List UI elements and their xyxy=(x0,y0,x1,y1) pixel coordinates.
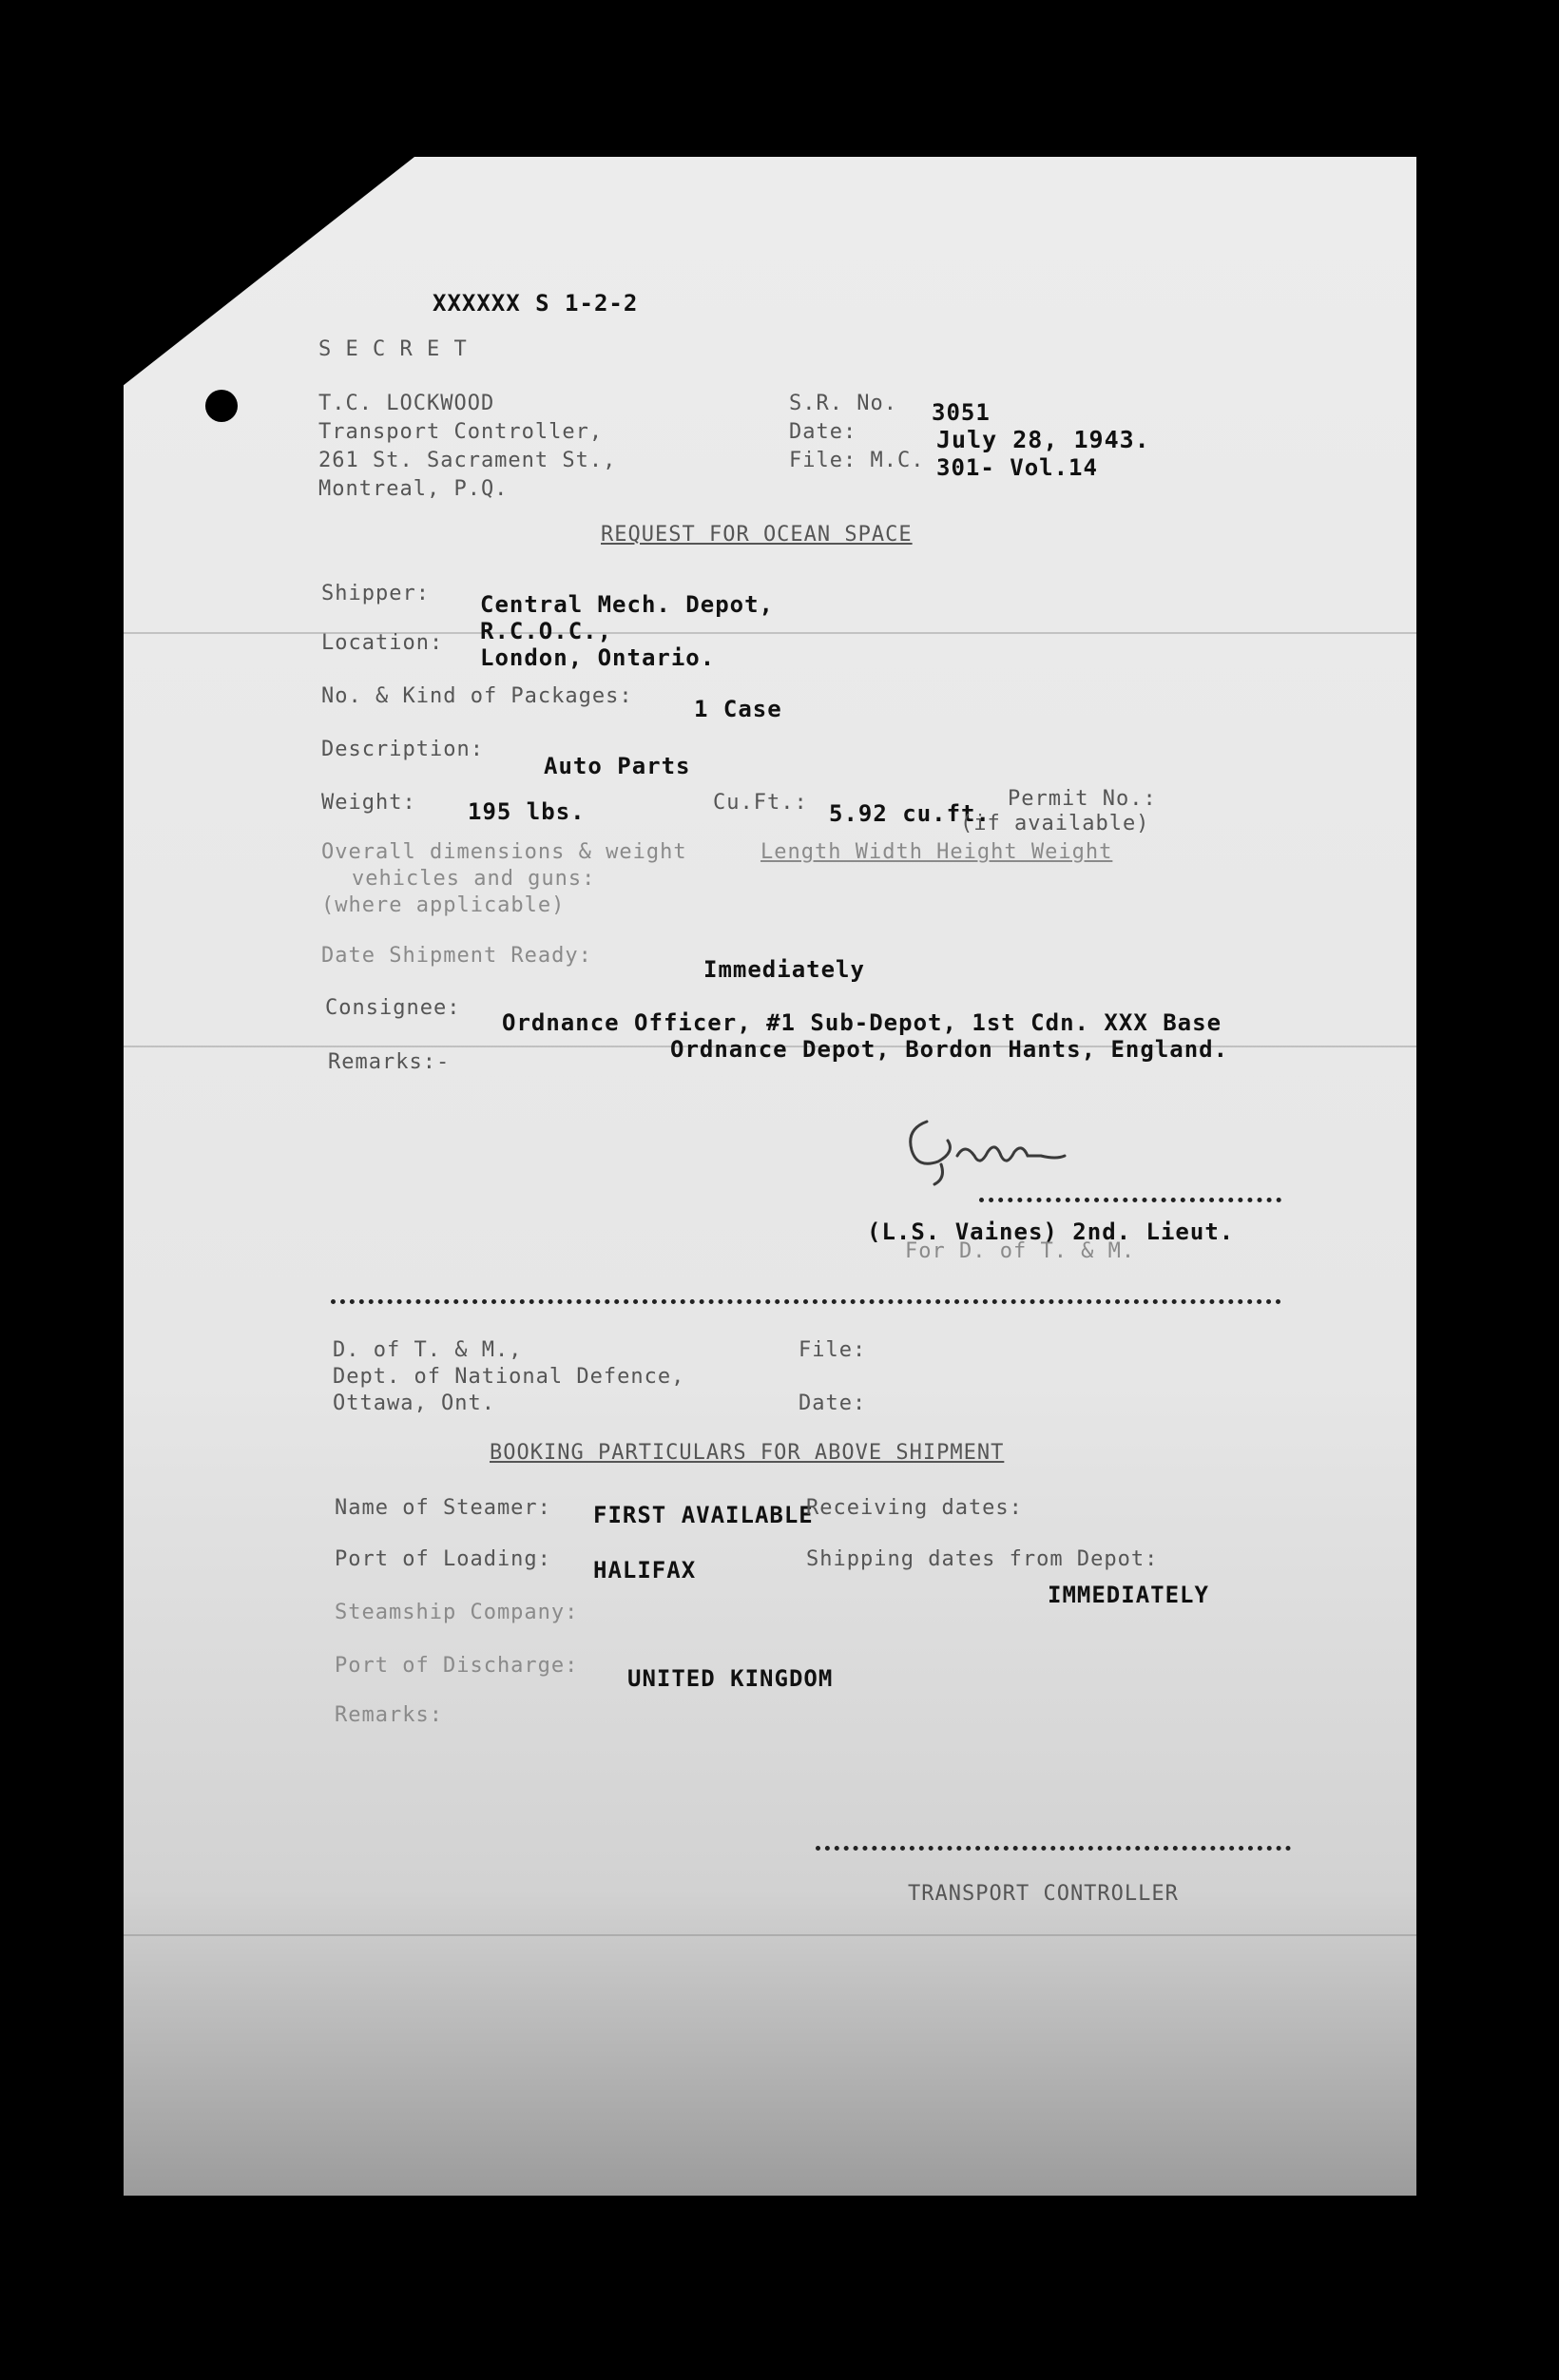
date-value: July 28, 1943. xyxy=(936,426,1150,453)
controller-signature-line xyxy=(816,1846,1291,1851)
addressee-line: Dept. of National Defence, xyxy=(333,1365,685,1389)
controller-title: TRANSPORT CONTROLLER xyxy=(908,1882,1179,1906)
loading-label: Port of Loading: xyxy=(335,1547,551,1571)
shipping-value: IMMEDIATELY xyxy=(1048,1582,1209,1608)
permit-note: (if available) xyxy=(960,812,1150,835)
remarks-label: Remarks:- xyxy=(328,1050,451,1074)
receiving-label: Receiving dates: xyxy=(806,1496,1023,1520)
company-label: Steamship Company: xyxy=(335,1601,579,1624)
cuft-value: 5.92 cu.ft. xyxy=(829,800,991,827)
shipper-value: Central Mech. Depot, xyxy=(480,591,774,618)
sender-line: Transport Controller, xyxy=(318,420,604,444)
sr-value: 3051 xyxy=(932,399,991,426)
signature-line xyxy=(979,1198,1281,1202)
punch-hole xyxy=(205,390,238,422)
fold-line xyxy=(124,632,1416,634)
location-value: London, Ontario. xyxy=(480,644,716,671)
weight-label: Weight: xyxy=(321,791,416,815)
sr-label: S.R. No. xyxy=(789,392,897,415)
location-value: R.C.O.C., xyxy=(480,618,613,644)
sender-line: T.C. LOCKWOOD xyxy=(318,392,495,415)
consignee-label: Consignee: xyxy=(325,996,461,1020)
packages-label: No. & Kind of Packages: xyxy=(321,684,633,708)
permit-label: Permit No.: xyxy=(1008,787,1157,811)
ready-label: Date Shipment Ready: xyxy=(321,944,592,968)
date-label: Date: xyxy=(789,420,857,444)
form-title: REQUEST FOR OCEAN SPACE xyxy=(601,523,913,547)
description-label: Description: xyxy=(321,738,484,761)
steamer-value: FIRST AVAILABLE xyxy=(593,1502,814,1528)
booking-title: BOOKING PARTICULARS FOR ABOVE SHIPMENT xyxy=(490,1441,1005,1465)
booking-date-label: Date: xyxy=(799,1392,867,1415)
handwritten-signature xyxy=(889,1103,1069,1188)
shipper-label: Shipper: xyxy=(321,582,430,605)
steamer-label: Name of Steamer: xyxy=(335,1496,551,1520)
booking-remarks-label: Remarks: xyxy=(335,1703,443,1727)
location-label: Location: xyxy=(321,631,444,655)
addressee-line: D. of T. & M., xyxy=(333,1338,523,1362)
file-value: 301- Vol.14 xyxy=(936,454,1098,481)
signatory-title: For D. of T. & M. xyxy=(905,1239,1136,1263)
cuft-label: Cu.Ft.: xyxy=(713,791,808,815)
description-value: Auto Parts xyxy=(544,753,691,779)
booking-file-label: File: xyxy=(799,1338,867,1362)
consignee-value: Ordnance Depot, Bordon Hants, England. xyxy=(670,1036,1229,1063)
sender-line: 261 St. Sacrament St., xyxy=(318,449,617,472)
discharge-label: Port of Discharge: xyxy=(335,1654,579,1678)
file-label: File: M.C. xyxy=(789,449,925,472)
ready-value: Immediately xyxy=(703,956,865,983)
dims-columns: Length Width Height Weight xyxy=(760,840,1113,864)
signatory-name: (L.S. Vaines) 2nd. Lieut. xyxy=(867,1219,1235,1245)
loading-value: HALIFAX xyxy=(593,1557,697,1583)
file-code: XXXXXX S 1-2-2 xyxy=(433,290,639,317)
weight-value: 195 lbs. xyxy=(468,798,586,825)
dims-label: Overall dimensions & weight xyxy=(321,840,687,864)
shipping-label: Shipping dates from Depot: xyxy=(806,1547,1159,1571)
section-divider xyxy=(331,1299,1281,1304)
classification: S E C R E T xyxy=(318,337,468,361)
document-page xyxy=(124,157,1416,2196)
addressee-line: Ottawa, Ont. xyxy=(333,1392,495,1415)
dims-subtext: vehicles and guns: xyxy=(352,867,596,891)
dims-subtext: (where applicable) xyxy=(321,893,566,917)
packages-value: 1 Case xyxy=(694,696,782,722)
fold-line xyxy=(124,1934,1416,1936)
discharge-value: UNITED KINGDOM xyxy=(627,1665,834,1692)
consignee-value: Ordnance Officer, #1 Sub-Depot, 1st Cdn. XXX Base xyxy=(502,1009,1222,1036)
sender-line: Montreal, P.Q. xyxy=(318,477,509,501)
